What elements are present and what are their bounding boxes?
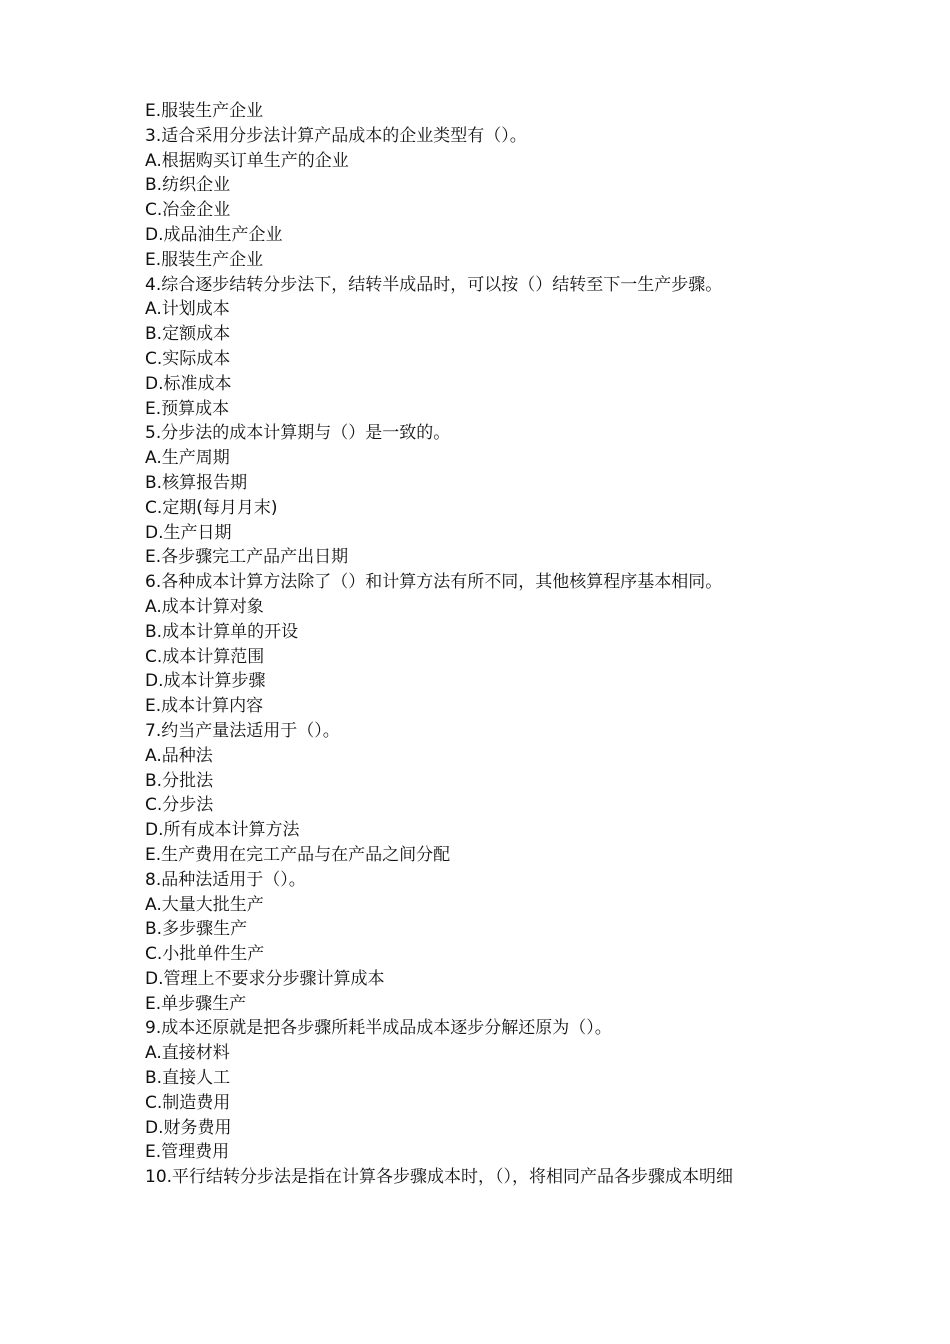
option-line: C.分步法 — [145, 795, 214, 816]
option-line: B.成本计算单的开设 — [145, 621, 299, 642]
question-line: 8.品种法适用于（）。 — [145, 869, 306, 890]
document-body — [145, 99, 825, 1190]
option-line: E.各步骤完工产品产出日期 — [145, 547, 349, 568]
option-line: D.生产日期 — [145, 522, 232, 543]
question-line: 6.各种成本计算方法除了（）和计算方法有所不同，其他核算程序基本相同。 — [145, 572, 723, 593]
option-line: B.定额成本 — [145, 324, 231, 345]
question-line: 10.平行结转分步法是指在计算各步骤成本时，（），将相同产品各步骤成本明细 — [145, 1167, 734, 1188]
option-line: D.标准成本 — [145, 373, 232, 394]
option-line: E.成本计算内容 — [145, 696, 264, 717]
option-line: D.财务费用 — [145, 1117, 232, 1138]
option-line: E.管理费用 — [145, 1142, 230, 1163]
option-line: B.核算报告期 — [145, 472, 248, 493]
option-line: B.分批法 — [145, 770, 214, 791]
option-line: C.定期(每月月末) — [145, 497, 278, 518]
option-line: D.成本计算步骤 — [145, 671, 266, 692]
option-line: A.根据购买订单生产的企业 — [145, 150, 349, 171]
option-line: E.生产费用在完工产品与在产品之间分配 — [145, 844, 451, 865]
option-line: B.直接人工 — [145, 1068, 231, 1089]
option-line: D.所有成本计算方法 — [145, 820, 300, 841]
question-line: 4.综合逐步结转分步法下，结转半成品时，可以按（）结转至下一生产步骤。 — [145, 274, 723, 295]
question-line: 5.分步法的成本计算期与（）是一致的。 — [145, 423, 451, 444]
option-line: C.实际成本 — [145, 348, 231, 369]
option-line: C.小批单件生产 — [145, 944, 265, 965]
option-line: A.直接材料 — [145, 1043, 230, 1064]
question-line: 9.成本还原就是把各步骤所耗半成品成本逐步分解还原为（）。 — [145, 1018, 612, 1039]
option-line: E.服装生产企业 — [145, 101, 264, 121]
option-line: C.成本计算范围 — [145, 646, 265, 667]
option-line: C.制造费用 — [145, 1092, 231, 1113]
option-line: E.预算成本 — [145, 398, 230, 419]
option-line: A.大量大批生产 — [145, 894, 264, 915]
option-line: A.生产周期 — [145, 448, 230, 469]
question-line: 3.适合采用分步法计算产品成本的企业类型有（）。 — [145, 125, 527, 146]
option-line: C.冶金企业 — [145, 200, 231, 221]
option-line: A.计划成本 — [145, 299, 230, 320]
option-line: D.管理上不要求分步骤计算成本 — [145, 968, 385, 989]
option-line: A.成本计算对象 — [145, 596, 264, 617]
option-line: B.多步骤生产 — [145, 919, 248, 940]
option-line: E.服装生产企业 — [145, 249, 264, 270]
option-line: A.品种法 — [145, 745, 213, 766]
option-line: E.单步骤生产 — [145, 993, 247, 1014]
option-line: B.纺织企业 — [145, 175, 231, 196]
question-line: 7.约当产量法适用于（）。 — [145, 720, 340, 741]
option-line: D.成品油生产企业 — [145, 224, 283, 245]
